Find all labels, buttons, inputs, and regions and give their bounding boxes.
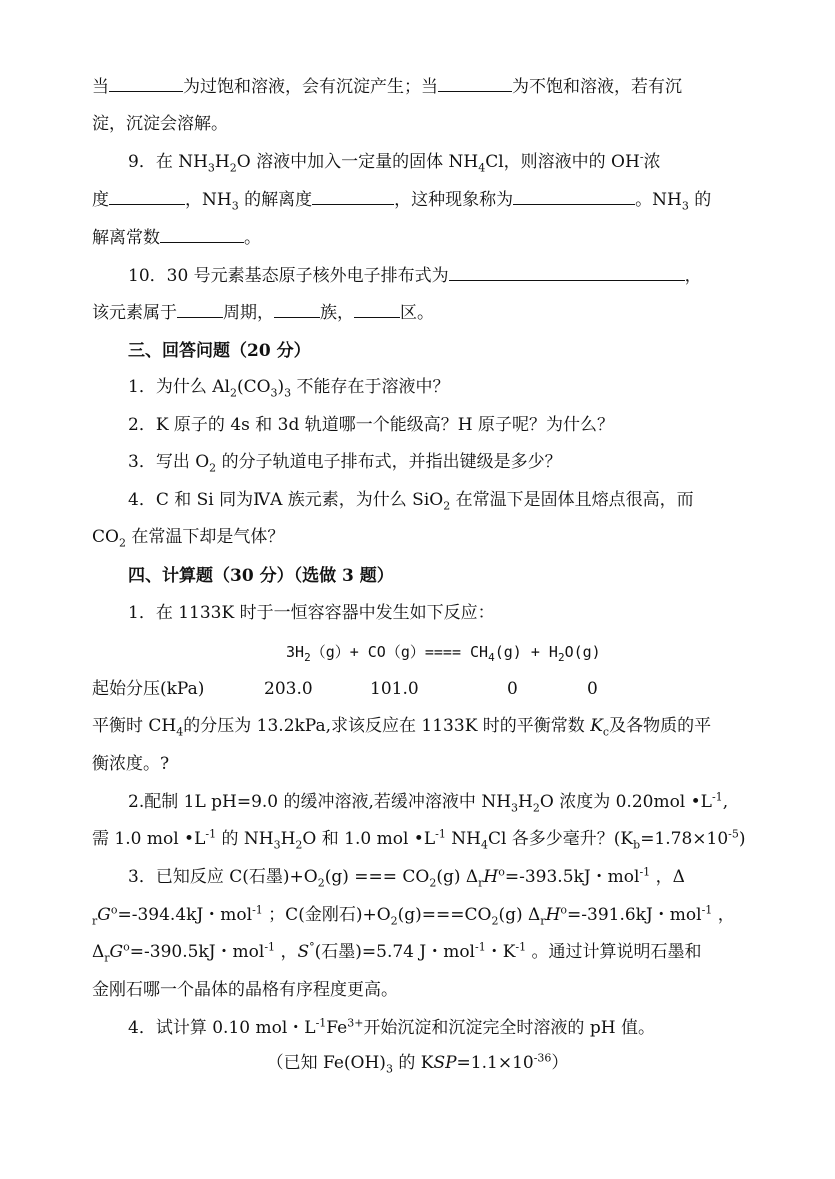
- section-4-heading: 四、计算题（30 分）（选做 3 题）: [128, 566, 394, 586]
- question-9-line-2: 度 ，$NH_3$ 的解离度 ，这种现象称为 。$NH_3$ 的: [92, 186, 711, 213]
- blank: [513, 186, 635, 205]
- reaction-equation: $3H_2(g)+ CO(g)==== CH_4(g) + H_2O(g)$: [286, 643, 601, 664]
- fill-line-1: 当 为过饱和溶液，会有沉淀产生；当 为不饱和溶液，若有沉: [92, 73, 682, 100]
- blank: [438, 73, 512, 92]
- question-10-line-2: 该元素属于 周期， 族， 区。: [92, 299, 434, 326]
- blank: [449, 262, 685, 281]
- calc-3-line-2: $_rG^o=-394.4kJ$・mol$^{-1}$ ；C(金刚石)$+O_2(g)===CO_2(g)$ $\Delta_rH^o=-391.6kJ$・mol$^{-1}$ ，: [92, 903, 735, 928]
- calc-2: 2.配制 1L pH=9.0 的缓冲溶液,若缓冲溶液中 $NH_3H_2O$ 浓度为 0.20mol $•L^{-1}$,: [128, 790, 729, 815]
- initial-pressure-row: 起始分压(kPa) 203.0 101.0 0 0: [92, 679, 598, 699]
- s3-question-2: 2．K 原子的 4s 和 3d 轨道哪一个能级高？H 原子呢？为什么？: [128, 415, 615, 435]
- blank: [109, 73, 183, 92]
- fill-line-2: 淀，沉淀会溶解。: [92, 114, 228, 134]
- section-3-heading: 三、回答问题（20 分）: [128, 341, 311, 361]
- s3-question-4: 4．C 和 Si 同为ⅣA 族元素，为什么 SiO$_2$ 在常温下是固体且熔点很高，而: [128, 490, 694, 513]
- calc-3-line-3: $\Delta_rG^o=-390.5kJ$・mol$^{-1}$ ，S°(石墨)=5.74 J・mol$^{-1}$・$K^{-1}$ 。通过计算说明石墨和: [92, 940, 702, 965]
- blank: [109, 186, 185, 205]
- s3-question-1: 1．为什么 $Al_2(CO_3)_3$ 不能存在于溶液中？: [128, 377, 450, 400]
- calc-1: 1．在 1133K 时于一恒容容器中发生如下反应：: [128, 603, 495, 623]
- calc-3-line-4: 金刚石哪一个晶体的晶格有序程度更高。: [92, 980, 398, 1000]
- blank: [160, 224, 244, 243]
- calc-2-line-2: 需 1.0 mol $•L^{-1}$ 的 $NH_3H_2O$ 和 1.0 mol $•L^{-1}$ $NH_4Cl$ 各多少毫升？$(K_b=1.78\times 10^{-5})$: [92, 827, 746, 852]
- s3-question-4-line-2: $CO_2$ 在常温下却是气体？: [92, 527, 285, 550]
- calc-4: 4．试计算 0.10 mol・$L^{-1}Fe^{3+}$开始沉淀和沉淀完全时溶液的 pH 值。: [128, 1016, 655, 1038]
- s3-question-3: 3．写出 $O_2$ 的分子轨道电子排布式，并指出键级是多少？: [128, 452, 562, 475]
- calc-4-note: （已知 $Fe(OH)_3$ 的 $KSP=1.1\times 10^{-36}$）: [266, 1051, 569, 1076]
- question-10: 10．30 号元素基态原子核外电子排布式为 ，: [128, 262, 702, 289]
- calc-1-line-2: 平衡时 $CH_4$的分压为 13.2kPa,求该反应在 1133K 时的平衡常数 $K_c$及各物质的平: [92, 716, 712, 739]
- question-9-line-3: 解离常数 。: [92, 224, 261, 251]
- question-9: 9．在 $NH_3H_2O$ 溶液中加入一定量的固体 $NH_4Cl$，则溶液中的 OH-浓: [128, 150, 661, 175]
- blank: [312, 186, 394, 205]
- blank: [274, 299, 320, 318]
- blank: [354, 299, 400, 318]
- calc-1-line-3: 衡浓度。?: [92, 754, 170, 774]
- calc-3: 3．已知反应 C(石墨)$+O_2(g)$ === $CO_2(g)$ $\Delta_rH^o=-393.5kJ$・mol$^{-1}$ ，Δ: [128, 865, 685, 890]
- blank: [177, 299, 223, 318]
